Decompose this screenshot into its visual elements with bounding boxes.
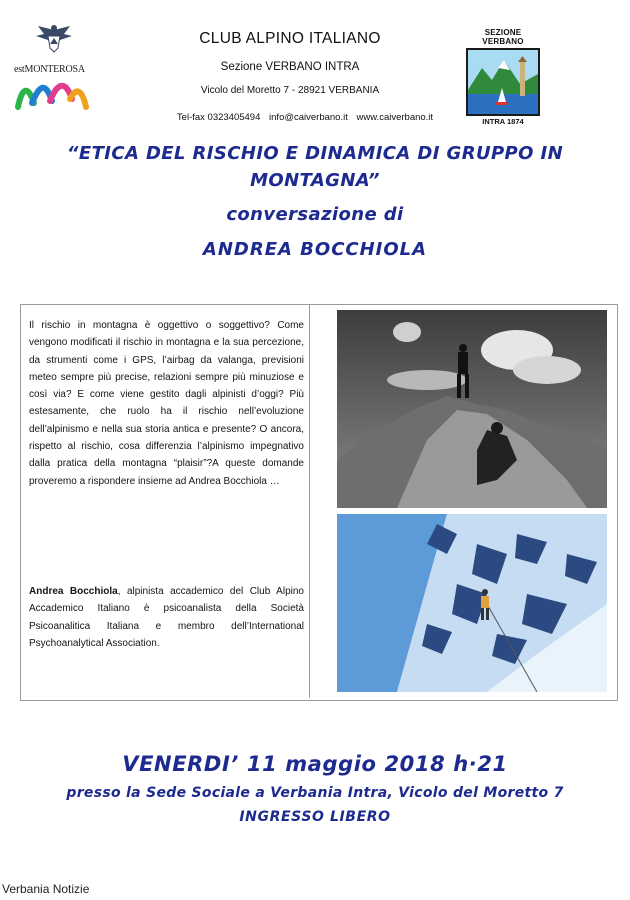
event-subtitle: conversazione di (226, 204, 404, 225)
event-entry: INGRESSO LIBERO (239, 809, 391, 825)
event-info-block (0, 752, 630, 825)
content-box (20, 304, 618, 701)
event-title-block (0, 140, 630, 260)
est-monterosa-logo (14, 64, 90, 118)
verbano-logo-bottom-text: INTRA 1874 (482, 117, 524, 126)
cai-eagle-logo (28, 22, 80, 62)
summit-climber-photo (337, 310, 607, 508)
sezione-verbano-logo (464, 28, 542, 126)
speaker-name: ANDREA BOCCHIOLA (202, 239, 428, 260)
speaker-bio-paragraph (29, 583, 304, 652)
lake-mountain-icon (468, 50, 538, 114)
event-place: presso la Sede Sociale a Verbania Intra, Vicolo del Moretto 7 (66, 785, 564, 801)
description-panel (21, 305, 310, 698)
event-date: VENERDI’ 11 maggio 2018 h·21 (122, 752, 508, 776)
email-link[interactable]: info@caiverbano.it (269, 112, 348, 123)
description-paragraph: Il rischio in montagna è oggettivo o soggettivo? Come vengono modificati il rischio in montagna e la sua percezione, da strumenti come i GPS, l’airbag da valanga, previsioni meteo sempre più precise, relazioni sempre più minuziose e così via? E come viene gestito dagli alpinisti d’oggi? Più estesamente, che ruolo ha il rischio nell’evoluzione dell’alpinismo e nella sua storia antica e presente? O ancora, rispetto al rischio, cosa differenzia l’alpinismo impegnativo dalla pratica della montagna “plaisir”?A queste domande proveremo a rispondere insieme ad Andrea Bocchiola … (29, 320, 304, 487)
speaker-bio-name: Andrea Bocchiola (29, 586, 118, 597)
verbano-logo-top-text: SEZIONE VERBANO (482, 28, 524, 46)
est-monterosa-m-icon (14, 77, 90, 113)
phone-number: Tel-fax 0323405494 (176, 112, 261, 123)
est-monterosa-text: estMONTEROSA (14, 64, 85, 75)
club-address: Vicolo del Moretto 7 - 28921 VERBANIA (200, 85, 380, 96)
source-caption: Verbania Notizie (2, 882, 90, 896)
event-title-line-1: “ETICA DEL RISCHIO E DINAMICA DI GRUPPO IN (66, 143, 564, 164)
speaker-bio-text: , alpinista accademico del Club Alpino Accademico Italiano è psicoanalista della Società Psicoanalitica Italiana e membro dell’International Psychoanalytical Association. (29, 586, 304, 649)
sezione-name: Sezione VERBANO INTRA (220, 61, 360, 73)
verbano-logo-image (466, 48, 540, 116)
club-contacts (140, 112, 470, 123)
event-title-line-2: MONTAGNA” (250, 170, 380, 191)
club-header (140, 30, 440, 96)
website-link[interactable]: www.caiverbano.it (356, 112, 434, 123)
club-title: CLUB ALPINO ITALIANO (199, 30, 381, 47)
ice-wall-climber-photo (337, 514, 607, 692)
